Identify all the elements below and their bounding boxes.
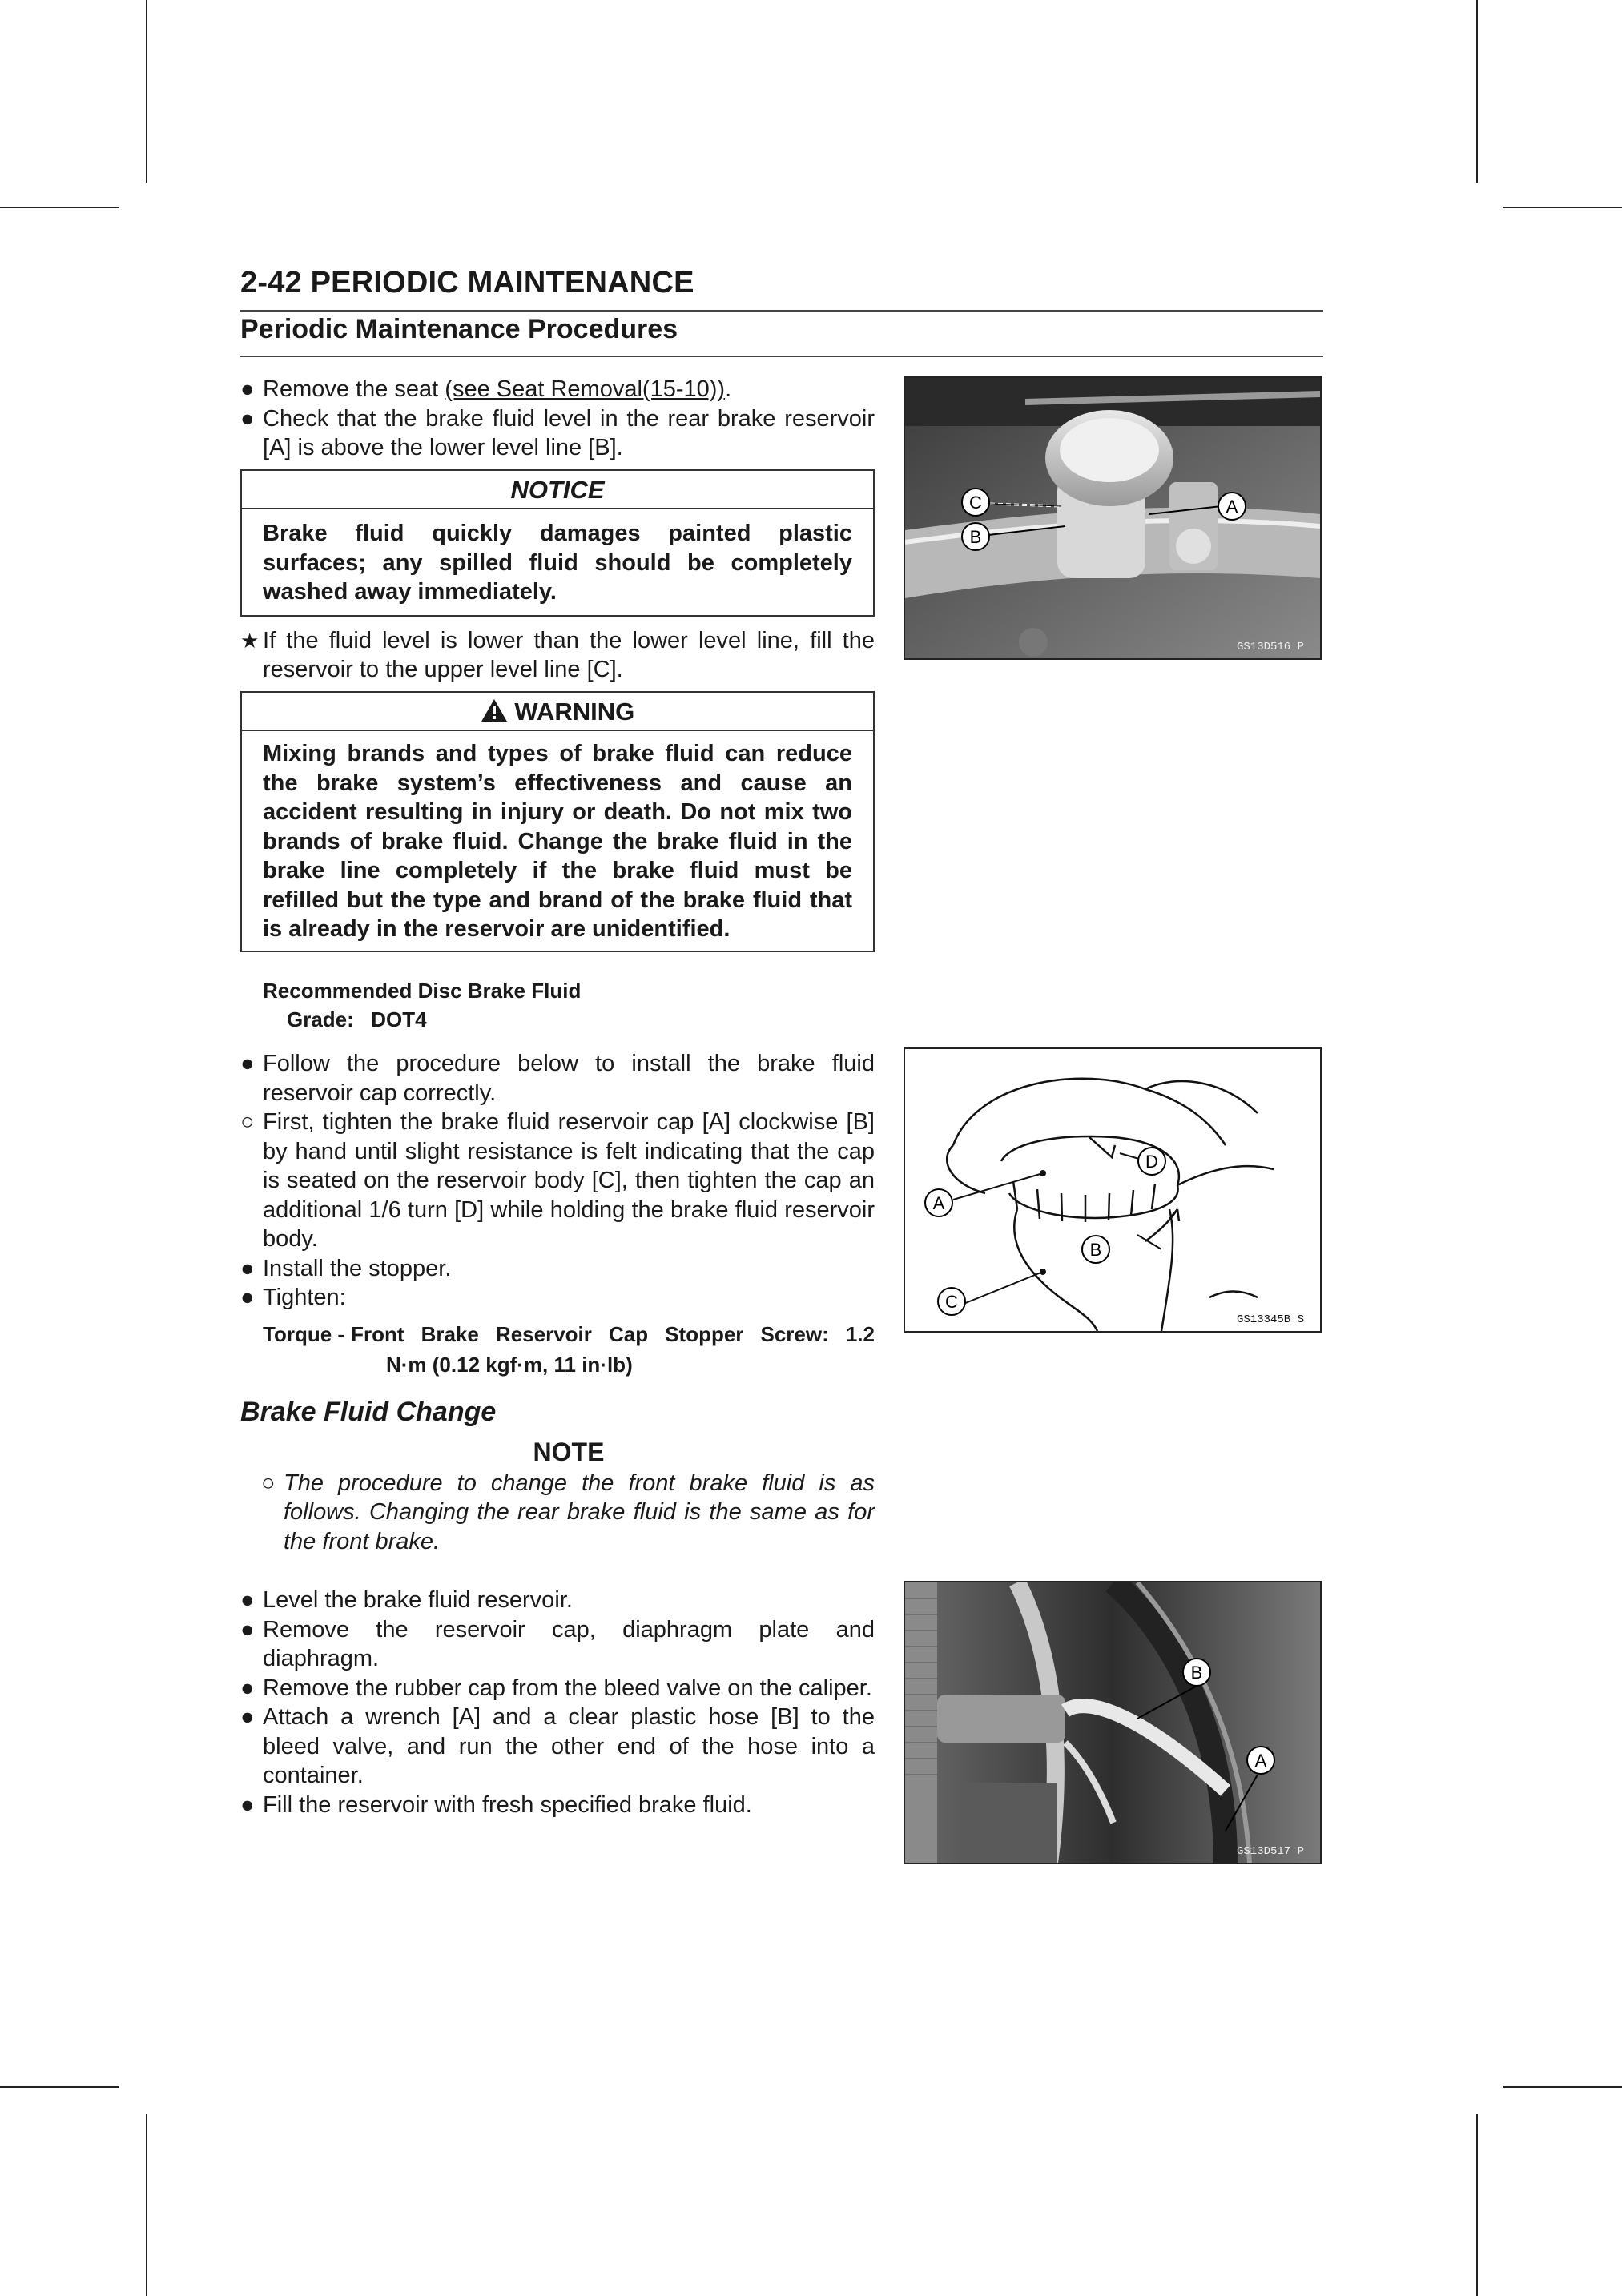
bullet-marker: ● <box>240 376 255 402</box>
text-column-top <box>240 375 875 1034</box>
notice-title: NOTICE <box>242 471 873 510</box>
svg-text:C: C <box>945 1292 958 1312</box>
bullet-marker: ● <box>240 1675 255 1701</box>
warning-box <box>240 691 875 952</box>
svg-text:A: A <box>932 1193 945 1213</box>
subtitle-rule <box>240 356 1323 357</box>
note-item <box>240 1469 875 1557</box>
bullet-text: Follow the procedure below to install the brake fluid reservoir cap correctly. <box>263 1051 875 1106</box>
bullet-marker: ● <box>240 405 255 432</box>
callout-b <box>1082 1236 1109 1263</box>
figure-cap-tightening <box>904 1047 1322 1333</box>
notice-box <box>240 469 875 617</box>
figure-bleed-valve <box>904 1581 1322 1864</box>
warning-title: WARNING <box>514 697 635 726</box>
circle-text: First, tighten the brake fluid reservoir cap [A] clockwise [B] by hand until slight resistance is felt indicating that the cap is seated on the reservoir body [C], then tighten the cap an additional 1/6 turn [D] while holding the brake fluid reservoir body. <box>263 1109 875 1252</box>
callout-a <box>1247 1747 1274 1774</box>
title-rule <box>240 310 1323 312</box>
callout-b <box>962 523 989 550</box>
bullet-marker: ● <box>240 1255 255 1281</box>
spec-title: Recommended Disc Brake Fluid <box>263 978 582 1003</box>
warning-header <box>242 693 873 732</box>
circle-item <box>240 1108 875 1254</box>
circle-marker: ○ <box>240 1109 255 1135</box>
bullet-text: Install the stopper. <box>263 1255 452 1281</box>
svg-text:A: A <box>1254 1751 1267 1771</box>
bullet-marker: ● <box>240 1587 255 1613</box>
callout-b <box>1183 1659 1210 1686</box>
figure-rear-reservoir <box>904 376 1322 660</box>
bullet-marker: ● <box>240 1704 255 1730</box>
torque-row <box>240 1319 875 1349</box>
crop-mark <box>146 0 147 183</box>
bullet-item <box>240 404 875 463</box>
bullet-item <box>240 1586 875 1615</box>
spec-value: DOT4 <box>371 1007 427 1031</box>
torque-line2: N·m (0.12 kgf·m, 11 in·lb) <box>386 1352 633 1377</box>
bullet-item <box>240 1049 875 1108</box>
torque-label: Torque - <box>263 1321 345 1346</box>
svg-text:B: B <box>969 527 982 547</box>
bullet-item <box>240 1703 875 1791</box>
torque-line1: Front Brake Reservoir Cap Stopper Screw: 1.2 <box>351 1321 875 1346</box>
bullet-text: Remove the seat <box>263 376 445 402</box>
star-marker: ★ <box>240 628 260 653</box>
spec-label: Grade: <box>287 1007 354 1031</box>
circle-marker: ○ <box>261 1470 276 1496</box>
bullet-text: Attach a wrench [A] and a clear plastic hose [B] to the bleed valve, and run the other end of the hose into a container. <box>263 1704 875 1788</box>
bullet-item <box>240 1615 875 1674</box>
reservoir-photo-illustration <box>905 378 1320 658</box>
bullet-text: Fill the reservoir with fresh specified brake fluid. <box>263 1791 752 1818</box>
crop-mark <box>1503 2086 1622 2088</box>
bullet-marker: ● <box>240 1285 255 1310</box>
callout-a <box>1218 493 1246 520</box>
crop-mark <box>1476 0 1478 183</box>
bullet-text: Level the brake fluid reservoir. <box>263 1587 573 1613</box>
figure-code: GS13345B S <box>1236 1313 1304 1326</box>
torque-spec <box>240 1319 875 1380</box>
bullet-text-end: . <box>725 376 732 402</box>
bullet-text: Check that the brake fluid level in the rear brake reservoir [A] is above the lower level line [B]. <box>263 405 875 460</box>
bullet-text: Remove the rubber cap from the bleed valve on the caliper. <box>263 1675 872 1701</box>
crop-mark <box>0 207 119 208</box>
figure-code: GS13D517 P <box>1236 1845 1304 1858</box>
bullet-item <box>240 1283 875 1313</box>
bullet-text: Remove the reservoir cap, diaphragm plate and diaphragm. <box>263 1616 875 1671</box>
crop-mark <box>1476 2114 1478 2296</box>
bullet-item <box>240 375 875 404</box>
star-item <box>240 626 875 685</box>
crop-mark <box>0 2086 119 2088</box>
svg-text:A: A <box>1226 497 1238 517</box>
notice-text: Brake fluid quickly damages painted plastic surfaces; any spilled fluid should be completely washed away immediately. <box>263 521 852 605</box>
spec-row <box>240 1005 875 1034</box>
bullet-text: Tighten: <box>263 1285 346 1310</box>
seat-removal-link[interactable]: (see Seat Removal(15-10)) <box>445 376 726 402</box>
page-title: 2-42 PERIODIC MAINTENANCE <box>240 266 694 300</box>
callout-c <box>938 1288 965 1315</box>
figure-code: GS13D516 P <box>1236 641 1304 653</box>
text-column-middle <box>240 1049 875 1556</box>
warning-triangle-icon <box>481 698 508 722</box>
callout-c <box>962 489 989 516</box>
crop-mark <box>146 2114 147 2296</box>
text-column-bottom <box>240 1586 875 1820</box>
star-text: If the fluid level is lower than the lower level line, fill the reservoir to the upper level line [C]. <box>263 627 875 682</box>
bullet-marker: ● <box>240 1791 255 1818</box>
spec-block <box>240 976 875 1034</box>
svg-text:B: B <box>1089 1240 1102 1260</box>
bullet-item <box>240 1254 875 1284</box>
svg-text:B: B <box>1190 1663 1203 1683</box>
bullet-item <box>240 1791 875 1820</box>
svg-text:C: C <box>969 493 982 513</box>
section-title: Periodic Maintenance Procedures <box>240 314 678 344</box>
callout-d <box>1138 1148 1165 1175</box>
cap-tightening-diagram <box>905 1049 1320 1331</box>
bullet-item <box>240 1674 875 1703</box>
callout-a <box>925 1189 952 1216</box>
bullet-marker: ● <box>240 1616 255 1643</box>
warning-text: Mixing brands and types of brake fluid can reduce the brake system’s effectiveness and cause an accident resulting in injury or death. Do not mix two brands of brake fluid. Change the brake fluid in the brake line completely if the brake fluid must be refilled but the type and brand of the brake fluid that is already in the reservoir are unidentified. <box>263 741 852 942</box>
svg-text:D: D <box>1145 1152 1158 1172</box>
bleed-valve-photo-illustration <box>905 1582 1320 1863</box>
brake-fluid-change-heading: Brake Fluid Change <box>240 1396 497 1427</box>
crop-mark <box>1503 207 1622 208</box>
note-title: NOTE <box>533 1438 605 1466</box>
bullet-marker: ● <box>240 1051 255 1076</box>
note-text: The procedure to change the front brake fluid is as follows. Changing the rear brake fluid is the same as for the front brake. <box>284 1470 875 1554</box>
